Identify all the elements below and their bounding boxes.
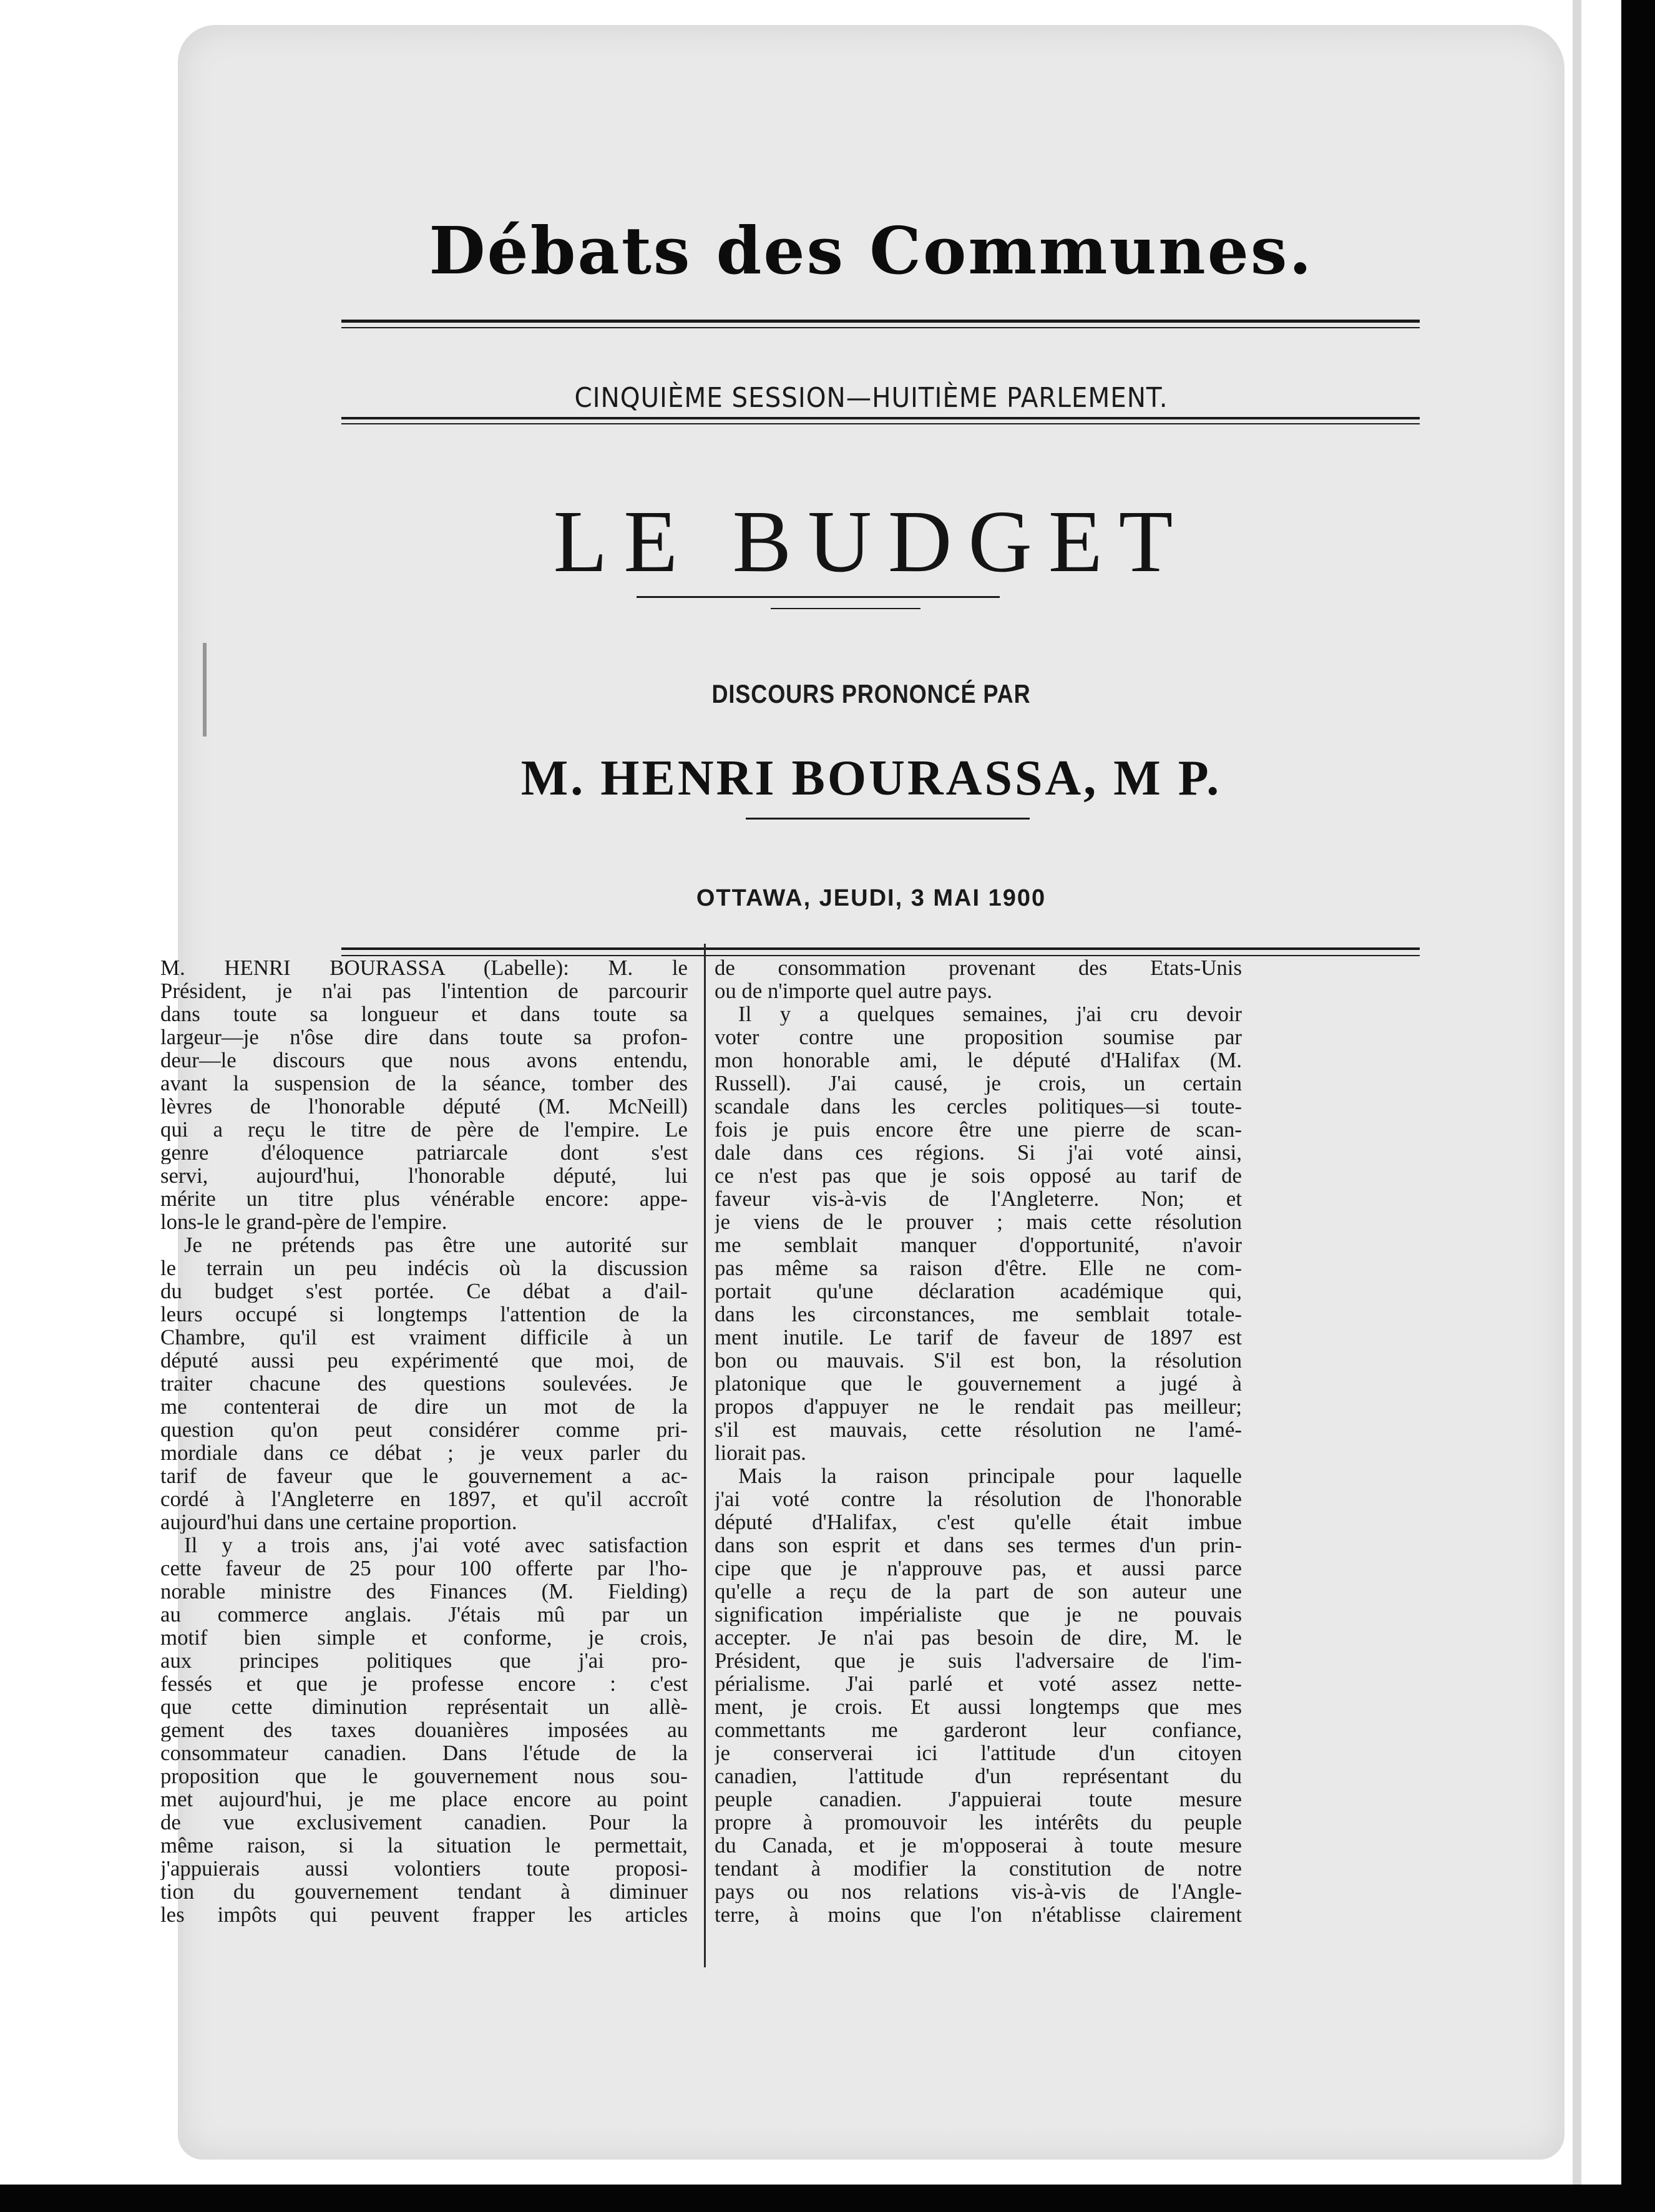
text-line: dans toute sa longueur et dans toute sa xyxy=(160,1002,688,1025)
text-line: peuple canadien. J'appuierai toute mesure xyxy=(715,1788,1242,1811)
text-line: bon ou mauvais. S'il est bon, la résolution xyxy=(715,1349,1242,1372)
text-line: député d'Halifax, c'est qu'elle était imbue xyxy=(715,1510,1242,1534)
text-line: cette faveur de 25 pour 100 offerte par l'ho- xyxy=(160,1557,688,1580)
text-line: commettants me garderont leur confiance, xyxy=(715,1718,1242,1741)
text-line: aujourd'hui dans une certaine proportion. xyxy=(160,1510,517,1534)
text-line: Chambre, qu'il est vraiment difficile à un xyxy=(160,1326,688,1349)
text-line: que cette diminution représentait un allè- xyxy=(160,1695,688,1718)
text-line: ment, je crois. Et aussi longtemps que mes xyxy=(715,1695,1242,1718)
text-line: genre d'éloquence patriarcale dont s'est xyxy=(160,1141,688,1164)
text-line: signification impérialiste que je ne pouvais xyxy=(715,1603,1242,1626)
text-line: faveur vis-à-vis de l'Angleterre. Non; et xyxy=(715,1187,1242,1210)
text-line: proposition que le gouvernement nous sou- xyxy=(160,1764,688,1788)
text-line: ment inutile. Le tarif de faveur de 1897 est xyxy=(715,1326,1242,1349)
text-line: Russell). J'ai causé, je crois, un certain xyxy=(715,1072,1242,1095)
text-line: mérite un titre plus vénérable encore: appe- xyxy=(160,1187,688,1210)
text-line: je conserverai ici l'attitude d'un citoyen xyxy=(715,1741,1242,1764)
text-line: me contenterai de dire un mot de la xyxy=(160,1395,688,1418)
text-line: même raison, si la situation le permettait, xyxy=(160,1834,688,1857)
text-line: pays ou nos relations vis-à-vis de l'Angle- xyxy=(715,1880,1242,1903)
text-line: au commerce anglais. J'étais mû par un xyxy=(160,1603,688,1626)
text-line: tendant à modifier la constitution de notre xyxy=(715,1857,1242,1880)
text-line: ce n'est pas que je sois opposé au tarif de xyxy=(715,1164,1242,1187)
text-line: fois je puis encore être une pierre de scan- xyxy=(715,1118,1242,1141)
text-line: le terrain un peu indécis où la discussion xyxy=(160,1256,688,1280)
text-line: propos d'appuyer ne le rendait pas meilleur; xyxy=(715,1395,1242,1418)
right-column xyxy=(715,956,1242,1926)
text-line: largeur—je n'ôse dire dans toute sa profon- xyxy=(160,1025,688,1049)
page-edge xyxy=(1573,0,1581,2185)
text-line: Je ne prétends pas être une autorité sur xyxy=(184,1233,688,1256)
page-title: LE BUDGET xyxy=(553,492,1189,590)
text-line: qu'elle a reçu de la part de son auteur une xyxy=(715,1580,1242,1603)
rule-top-1 xyxy=(341,320,1420,323)
text-line: j'ai voté contre la résolution de l'honorable xyxy=(715,1487,1242,1510)
text-line: accepter. Je n'ai pas besoin de dire, M. le xyxy=(715,1626,1242,1649)
text-line: M. HENRI BOURASSA (Labelle): M. le xyxy=(160,956,688,979)
scan-artifact xyxy=(203,643,207,737)
text-line: pas même sa raison d'être. Elle ne com- xyxy=(715,1256,1242,1280)
subtitle: DISCOURS PRONONCÉ PAR xyxy=(711,679,1031,708)
text-line: voter contre une proposition soumise par xyxy=(715,1025,1242,1049)
rule-title-1 xyxy=(637,596,1000,598)
text-line: Il y a quelques semaines, j'ai cru devoir xyxy=(738,1002,1242,1025)
text-line: de consommation provenant des Etats-Unis xyxy=(715,956,1242,979)
text-line: terre, à moins que l'on n'établisse clairement xyxy=(715,1903,1242,1926)
column-separator xyxy=(704,944,706,1967)
text-line: dale dans ces régions. Si j'ai voté ainsi, xyxy=(715,1141,1242,1164)
text-line: mordiale dans ce débat ; je veux parler du xyxy=(160,1441,688,1464)
text-line: deur—le discours que nous avons entendu, xyxy=(160,1049,688,1072)
text-line: me semblait manquer d'opportunité, n'avoir xyxy=(715,1233,1242,1256)
text-line: cordé à l'Angleterre en 1897, et qu'il accroît xyxy=(160,1487,688,1510)
text-line: portait qu'une déclaration académique qui, xyxy=(715,1280,1242,1303)
text-line: propre à promouvoir les intérêts du peuple xyxy=(715,1811,1242,1834)
text-line: qui a reçu le titre de père de l'empire. Le xyxy=(160,1118,688,1141)
text-line: motif bien simple et conforme, je crois, xyxy=(160,1626,688,1649)
rule-session-2 xyxy=(341,423,1420,424)
text-line: s'il est mauvais, cette résolution ne l'amé- xyxy=(715,1418,1242,1441)
text-line: norable ministre des Finances (M. Fielding) xyxy=(160,1580,688,1603)
text-line: question qu'on peut considérer comme pri- xyxy=(160,1418,688,1441)
text-line: du Canada, et je m'opposerai à toute mesure xyxy=(715,1834,1242,1857)
text-line: je viens de le prouver ; mais cette résolution xyxy=(715,1210,1242,1233)
text-line: député aussi peu expérimenté que moi, de xyxy=(160,1349,688,1372)
text-line: dans les circonstances, me semblait totale- xyxy=(715,1303,1242,1326)
text-line: tion du gouvernement tendant à diminuer xyxy=(160,1880,688,1903)
text-line: liorait pas. xyxy=(715,1441,806,1464)
text-line: Il y a trois ans, j'ai voté avec satisfaction xyxy=(184,1534,688,1557)
text-line: aux principes politiques que j'ai pro- xyxy=(160,1649,688,1672)
text-line: cipe que je n'approuve pas, et aussi parce xyxy=(715,1557,1242,1580)
text-line: met aujourd'hui, je me place encore au point xyxy=(160,1788,688,1811)
rule-title-2 xyxy=(771,608,920,609)
left-column xyxy=(160,956,688,1926)
text-line: j'appuierais aussi volontiers toute proposi- xyxy=(160,1857,688,1880)
text-line: traiter chacune des questions soulevées. Je xyxy=(160,1372,688,1395)
text-line: scandale dans les cercles politiques—si toute- xyxy=(715,1095,1242,1118)
text-line: mon honorable ami, le député d'Halifax (M. xyxy=(715,1049,1242,1072)
text-line: ou de n'importe quel autre pays. xyxy=(715,979,992,1002)
text-line: gement des taxes douanières imposées au xyxy=(160,1718,688,1741)
text-line: dans son esprit et dans ses termes d'un prin- xyxy=(715,1534,1242,1557)
rule-body-1 xyxy=(341,947,1420,950)
text-line: Président, que je suis l'adversaire de l'im- xyxy=(715,1649,1242,1672)
text-line: tarif de faveur que le gouvernement a ac- xyxy=(160,1464,688,1487)
text-line: périalisme. J'ai parlé et voté assez nette- xyxy=(715,1672,1242,1695)
text-line: leurs occupé si longtemps l'attention de la xyxy=(160,1303,688,1326)
text-line: de vue exclusivement canadien. Pour la xyxy=(160,1811,688,1834)
text-line: fessés et que je professe encore : c'est xyxy=(160,1672,688,1695)
rule-speaker xyxy=(746,818,1030,820)
text-line: les impôts qui peuvent frapper les articles xyxy=(160,1903,688,1926)
scan-border-right xyxy=(1621,0,1655,2212)
text-line: Mais la raison principale pour laquelle xyxy=(738,1464,1242,1487)
text-line: canadien, l'attitude d'un représentant du xyxy=(715,1764,1242,1788)
speaker-name: M. HENRI BOURASSA, M P. xyxy=(520,751,1222,806)
text-line: lons-le le grand-père de l'empire. xyxy=(160,1210,447,1233)
session-line: CINQUIÈME SESSION—HUITIÈME PARLEMENT. xyxy=(574,382,1168,414)
rule-session-1 xyxy=(341,417,1420,419)
text-line: du budget s'est portée. Ce débat a d'ail- xyxy=(160,1280,688,1303)
masthead: Débats des Communes. xyxy=(429,212,1314,289)
text-line: avant la suspension de la séance, tomber des xyxy=(160,1072,688,1095)
text-line: Président, je n'ai pas l'intention de parcourir xyxy=(160,979,688,1002)
text-line: lèvres de l'honorable député (M. McNeill) xyxy=(160,1095,688,1118)
text-line: platonique que le gouvernement a jugé à xyxy=(715,1372,1242,1395)
text-line: servi, aujourd'hui, l'honorable député, lui xyxy=(160,1164,688,1187)
dateline: OTTAWA, JEUDI, 3 MAI 1900 xyxy=(696,885,1047,911)
text-line: consommateur canadien. Dans l'étude de la xyxy=(160,1741,688,1764)
scan-border-bottom xyxy=(0,2185,1655,2212)
rule-top-2 xyxy=(341,327,1420,328)
